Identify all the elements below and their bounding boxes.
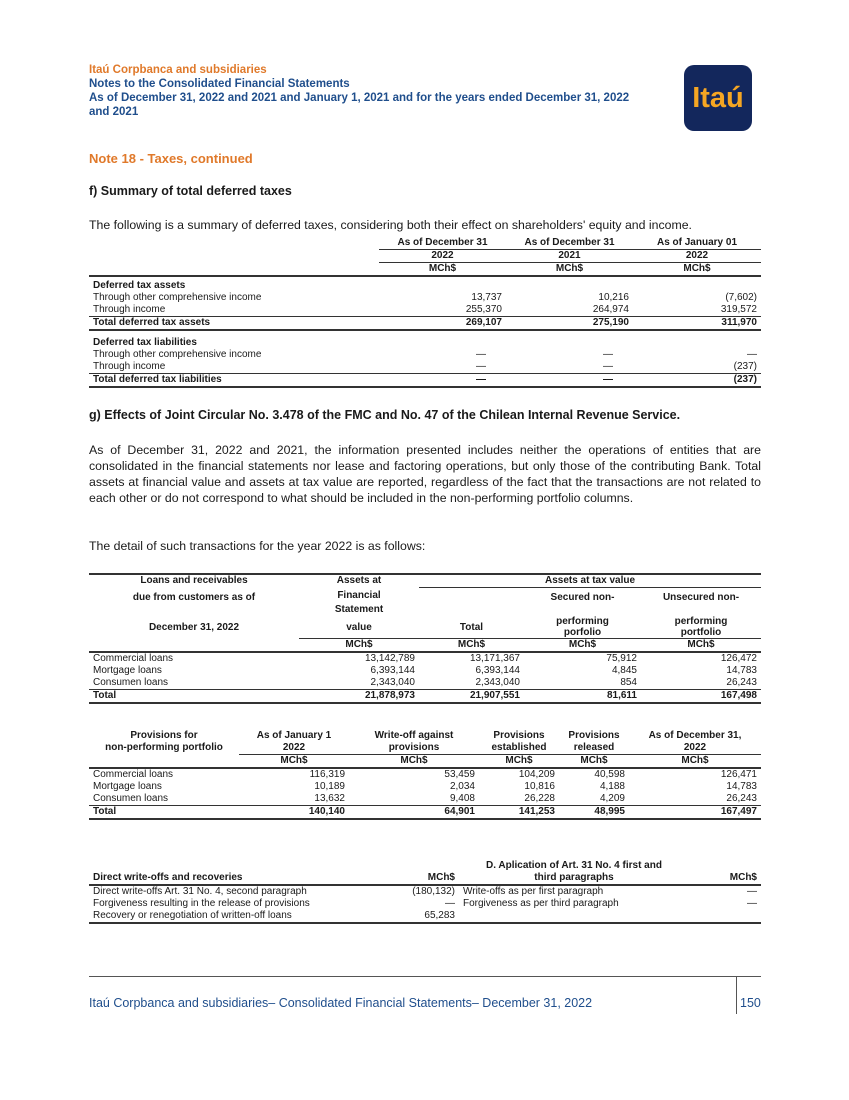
col-head-3: As of January 01 [633,237,761,250]
notes-title: Notes to the Consolidated Financial Statements [89,78,350,90]
table-row: Through other comprehensive income 13,737 10,216 (7,602) [93,292,757,303]
total-row: Total 140,140 64,901 141,253 48,995 167,497 [89,806,761,820]
col-head-1: As of December 31 [379,237,506,250]
writeoffs-table: D. Aplication of Art. 31 No. 4 first and Direct write-offs and recoveries MCh$ third paragraphs MCh$ Direct write-offs Art. 31 No. 4, second paragraph (180,132) Write-offs as per first paragraph — Forgiveness resulting in the release of provisions — Forgiveness as per third paragraph — Recovery or renegotiation of written-off loans 65,283 [89,860,761,924]
footer-divider [89,976,761,977]
provisions-table: Provisions for As of January 1 Write-off against Provisions Provisions As of December 31, non-performing portfolio 2022 provisions established released 2022 MCh$ MCh$ MCh$ MCh$ MCh$ Commercial loans 116,319 53,459 104,209 40,598 126,471 Mortgage loans 10,189 2,034 10,816 4,188 14,783 Consumen loans 13,632 9,408 26,228 4,209 26,243 Total 140,140 64,901 141,253 48,995 167,497 [89,730,761,820]
col-year-1: 2022 [379,250,506,263]
loans-table: Loans and receivables Assets at Assets at tax value due from customers as of Financial Secured non- Unsecured non- Statement December 31, 2022 value Total performing porfolio performing portfolio MCh$ MCh$ MCh$ MCh$ Commercial loans 13,142,789 13,171,367 75,912 126,472 Mortgage loans 6,393,144 6,393,144 4,845 14,783 Consumen loans 2,343,040 2,343,040 854 26,243 Total 21,878,973 21,907,551 81,611 167,498 [89,573,761,704]
section-g-detail-intro: The detail of such transactions for the year 2022 is as follows: [89,539,426,553]
company-name: Itaú Corpbanca and subsidiaries [89,64,267,76]
footer-text: Itaú Corpbanca and subsidiaries– Consolidated Financial Statements– December 31, 2022 [89,996,593,1010]
liabilities-title: Deferred tax liabilities [93,337,197,348]
itau-logo: Itaú [684,65,752,131]
total-row: Total deferred tax liabilities — — (237) [89,374,761,388]
table-row: Direct write-offs Art. 31 No. 4, second paragraph (180,132) Write-offs as per first paragraph — [93,886,757,897]
page-number: 150 [740,996,761,1010]
table-row: Forgiveness resulting in the release of provisions — Forgiveness as per third paragraph — [93,898,757,909]
section-g-title: g) Effects of Joint Circular No. 3.478 of the FMC and No. 47 of the Chilean Internal Revenue Service. [89,408,681,422]
table-row: Commercial loans 13,142,789 13,171,367 75,912 126,472 [93,653,757,664]
col-unit-1: MCh$ [428,263,457,274]
total-row: Total deferred tax assets 269,107 275,190 311,970 [89,317,761,331]
page-number-divider [736,976,737,1014]
table-row: Mortgage loans 10,189 2,034 10,816 4,188 14,783 [93,781,757,792]
table-row: Recovery or renegotiation of written-off loans 65,283 [89,910,761,923]
section-g-paragraph: As of December 31, 2022 and 2021, the information presented includes neither the operations of entities that are consolidated in the financial statements nor lease and factoring operations, but only those of the contributing Bank. Total assets at financial value and assets at tax value are reported, regardless of the fact that the transactions are not related to each other or do not correspond to what should be included in the non-performing portfolio columns. [89,443,761,505]
note-title: Note 18 - Taxes, continued [89,151,253,166]
table-row: Mortgage loans 6,393,144 6,393,144 4,845 14,783 [93,665,757,676]
table-row: Consumen loans 13,632 9,408 26,228 4,209 26,243 [89,793,761,806]
col-unit-2: MCh$ [555,263,584,274]
section-f-title: f) Summary of total deferred taxes [89,184,292,198]
table-row: Through income 255,370 264,974 319,572 [89,304,761,317]
period-line-1: As of December 31, 2022 and 2021 and January 1, 2021 and for the years ended December 31, 2022 [89,92,630,104]
page-header [89,63,689,119]
table-row: Commercial loans 116,319 53,459 104,209 40,598 126,471 [93,769,757,780]
col-year-3: 2022 [633,250,761,263]
section-f-intro: The following is a summary of deferred taxes, considering both their effect on shareholders' equity and income. [89,218,692,232]
col-head-2: As of December 31 [506,237,633,250]
assets-title: Deferred tax assets [93,280,186,291]
period-line-2: and 2021 [89,106,139,118]
total-row: Total 21,878,973 21,907,551 81,611 167,498 [89,690,761,704]
table-row: Through other comprehensive income — — — [93,349,757,360]
col-year-2: 2021 [506,250,633,263]
table-row: Consumen loans 2,343,040 2,343,040 854 26,243 [89,677,761,690]
table-row: Through income — — (237) [89,361,761,374]
deferred-taxes-table [89,237,761,388]
col-unit-3: MCh$ [683,263,711,274]
